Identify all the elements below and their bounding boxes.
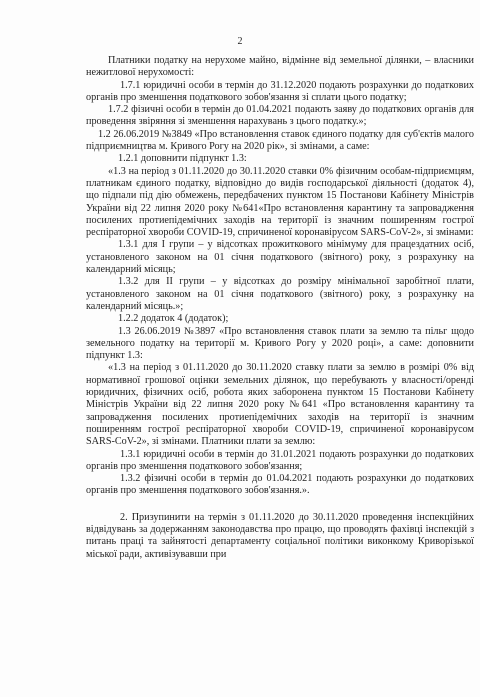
paragraph-gap [86,498,474,512]
paragraph: 1.2.1 доповнити підпункт 1.3: [118,153,247,165]
paragraph: 1.7.2 фізичні особи в термін до 01.04.2021 подають заяву до податкових органів для проведення звіряння зі зменшення нарахувань з цього податку.»; [86,104,474,128]
paragraph: «1.3 на період з 01.11.2020 до 30.11.2020 ставки 0% фізичним особам-підприємцям, платникам єдиного податку, відповідно до видів господарської діяльності (додаток 4), що підпали під дію обмежень, передбачених пунктом 15 Постанови Кабінету Міністрів України від 22 липня 2020 року №641«Про встановлення карантину та запровадження посилених протиепідемічних заходів на території із значним поширенням гострої респіраторної хвороби COVID-19, спричиненої коронавірусом SARS-CoV-2», зі змінами: [86,165,474,239]
paragraph: 1.2 26.06.2019 №3849 «Про встановлення ставок єдиного податку для суб'єктів малого підприємництва м. Кривого Рогу на 2020 рік», зі змінами, а саме: [86,128,474,153]
paragraph-2: 2. Призупинити на термін з 01.11.2020 до 30.11.2020 проведення інспекційних відвідувань за додержанням законодавства про працю, що проводять фахівці інспекцій з питань праці та зайнятості департаменту соціальної політики виконкому Криворізької міської ради, активізувавши при [86,511,474,560]
paragraph: 1.3.1 для I групи – у відсотках прожиткового мінімуму для працездатних осіб, установленого законом на 01 січня податкового (звітного) року, з розрахунку на календарний місяць; [86,239,474,276]
paragraph: 1.3 26.06.2019 №3897 «Про встановлення ставок плати за землю та пільг щодо земельного податку на території м. Кривого Рогу у 2020 році», а саме: доповнити підпункт 1.3: [86,325,474,362]
document-body [86,55,474,561]
paragraph: 1.3.2 фізичні особи в термін до 01.04.2021 подають розрахунки до податкових органів про зменшення податкового зобов'язання.». [86,473,474,497]
paragraph: 1.3.2 для II групи – у відсотках до розміру мінімальної заробітної плати, установленого законом на 01 січня податкового (звітного) року, з розрахунку на календарний місяць.»; [86,276,474,312]
page-number: 2 [237,36,243,47]
paragraph: 1.3.1 юридичні особи в термін до 31.01.2021 подають розрахунки до податкових органів про зменшення податкового зобов'язання; [86,448,474,472]
paragraph: Платники податку на нерухоме майно, відмінне від земельної ділянки, – власники нежитлової нерухомості: [86,55,474,79]
paragraph: «1.3 на період з 01.11.2020 до 30.11.2020 ставку плати за землю в розмірі 0% від нормативної грошової оцінки земельних ділянок, що перебувають у власності/оренді юридичних, фізичних осіб, робота яких заборонена пунктом 15 Постанови Кабінету Міністрів України від 22 липня 2020 року №641 «Про встановлення карантину та запровадження посилених протиепідемічних заходів на території із значним поширенням гострої респіраторної хвороби COVID-19, спричиненої коронавірусом SARS-CoV-2», зі змінами. Платники плати за землю: [86,362,474,448]
paragraph: 1.2.2 додаток 4 (додаток); [118,313,229,325]
paragraph: 1.7.1 юридичні особи в термін до 31.12.2020 подають розрахунки до податкових органів про зменшення податкового зобов'язання зі сплати цього податку; [86,79,474,103]
